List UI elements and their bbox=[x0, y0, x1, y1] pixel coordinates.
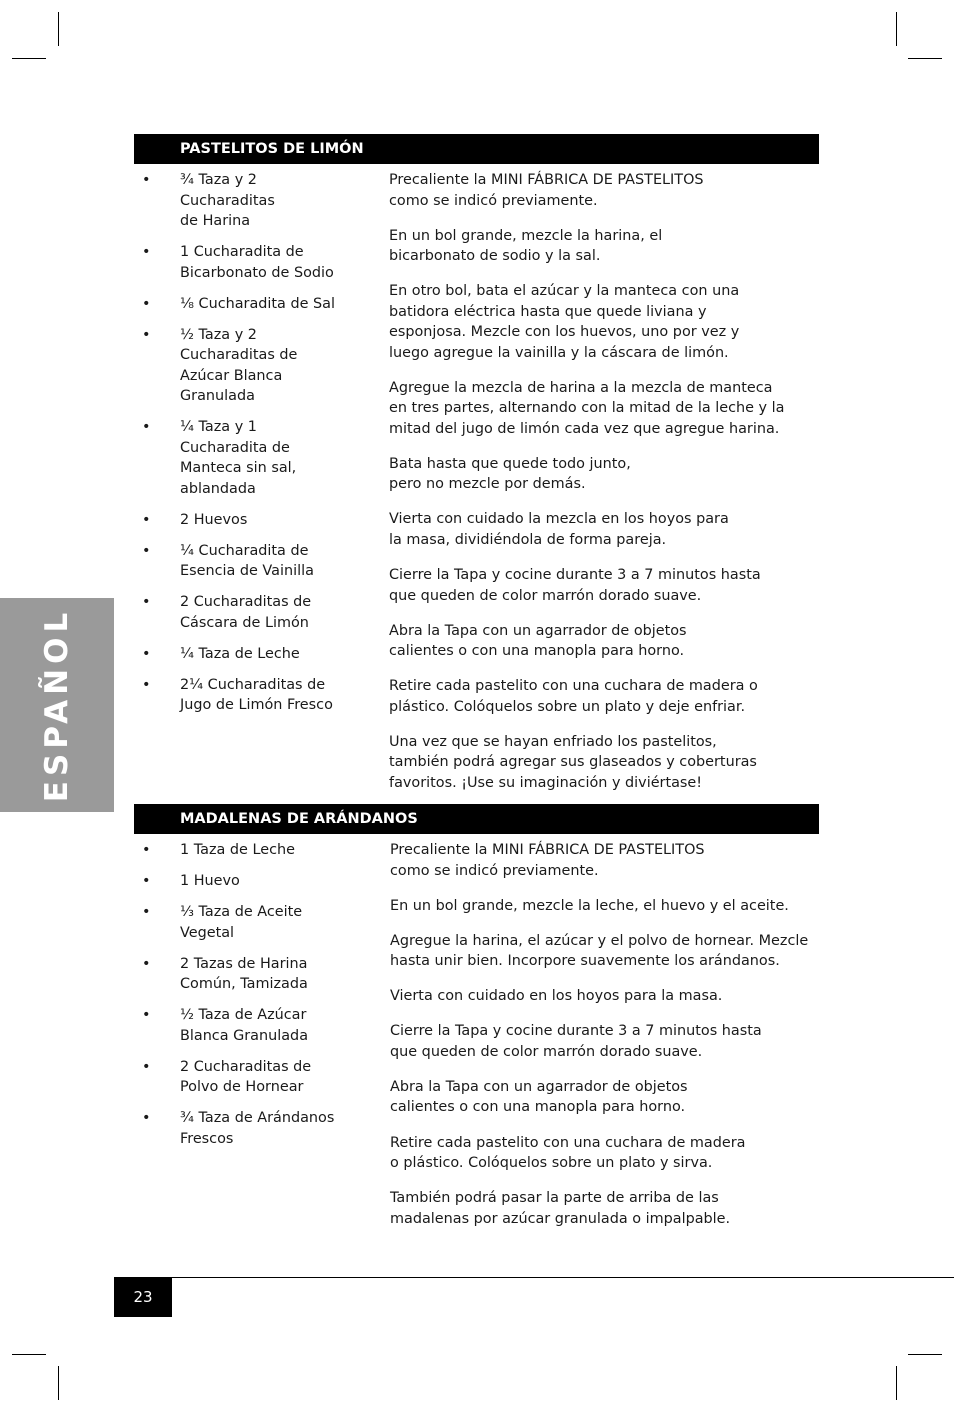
recipe-title-bar bbox=[134, 804, 819, 834]
language-label: ESPAÑOL bbox=[39, 607, 75, 803]
instruction-step: En un bol grande, mezcle la leche, el huevo y el aceite. bbox=[390, 897, 789, 914]
crop-mark bbox=[908, 58, 942, 59]
ingredient-item: • 2 Huevos bbox=[140, 510, 355, 531]
ingredient-item: • 1 Huevo bbox=[140, 871, 355, 892]
recipe-title: PASTELITOS DE LIMÓN bbox=[180, 141, 364, 157]
ingredient-item: • ¼ Taza y 1 Cucharadita de Manteca sin sal, ablandada bbox=[140, 417, 355, 499]
crop-mark bbox=[908, 1354, 942, 1355]
ingredient-item: • ¾ Taza y 2 Cucharaditas de Harina bbox=[140, 170, 355, 232]
instructions bbox=[390, 840, 810, 1244]
ingredient-item: • 2 Cucharaditas de Cáscara de Limón bbox=[140, 592, 355, 633]
language-side-tab bbox=[0, 598, 114, 812]
instruction-step: En un bol grande, mezcle la harina, el bicarbonato de sodio y la sal. bbox=[389, 227, 663, 265]
ingredient-list bbox=[140, 840, 355, 1160]
instruction-step: Vierta con cuidado la mezcla en los hoyos para la masa, dividiéndola de forma pareja. bbox=[389, 511, 729, 548]
instruction-step: Retire cada pastelito con una cuchara de madera o plástico. Colóquelos sobre un plato y sirva. bbox=[390, 1134, 746, 1172]
instruction-step: Precaliente la MINI FÁBRICA DE PASTELITOS como se indicó previamente. bbox=[389, 172, 704, 209]
instruction-step: Precaliente la MINI FÁBRICA DE PASTELITOS como se indicó previamente. bbox=[390, 842, 705, 879]
instruction-step: También podrá pasar la parte de arriba de las madalenas por azúcar granulada o impalpable. bbox=[390, 1190, 731, 1227]
recipe-title: MADALENAS DE ARÁNDANOS bbox=[180, 811, 418, 827]
ingredient-item: • ½ Taza y 2 Cucharaditas de Azúcar Blanca Granulada bbox=[140, 325, 355, 407]
instruction-step: Abra la Tapa con un agarrador de objetos calientes o con una manopla para horno. bbox=[390, 1078, 688, 1116]
ingredient-item: • 2 Tazas de Harina Común, Tamizada bbox=[140, 954, 355, 995]
ingredient-item: • ¾ Taza de Arándanos Frescos bbox=[140, 1108, 355, 1149]
instruction-step: Bata hasta que quede todo junto, pero no mezcle por demás. bbox=[389, 455, 631, 493]
ingredient-item: • 1 Taza de Leche bbox=[140, 840, 355, 861]
instruction-step: En otro bol, bata el azúcar y la manteca con una batidora eléctrica hasta que quede liviana y esponjosa. Mezcle con los huevos, uno por vez y luego agregue la vainilla y la cáscara de limón. bbox=[389, 283, 740, 361]
crop-mark bbox=[12, 1354, 46, 1355]
instructions bbox=[389, 170, 809, 808]
ingredient-item: • ½ Taza de Azúcar Blanca Granulada bbox=[140, 1005, 355, 1046]
instruction-step: Agregue la mezcla de harina a la mezcla de manteca en tres partes, alternando con la mitad de la leche y la mitad del jugo de limón cada vez que agregue harina. bbox=[389, 379, 785, 437]
crop-mark bbox=[896, 1366, 897, 1400]
instruction-step: Abra la Tapa con un agarrador de objetos calientes o con una manopla para horno. bbox=[389, 622, 687, 660]
page-number: 23 bbox=[114, 1277, 172, 1317]
crop-mark bbox=[58, 12, 59, 46]
instruction-step: Cierre la Tapa y cocine durante 3 a 7 minutos hasta que queden de color marrón dorado suave. bbox=[389, 567, 761, 604]
ingredient-item: • 2¼ Cucharaditas de Jugo de Limón Fresco bbox=[140, 675, 355, 716]
footer-rule bbox=[114, 1277, 954, 1278]
crop-mark bbox=[12, 58, 46, 59]
instruction-step: Retire cada pastelito con una cuchara de madera o plástico. Colóquelos sobre un plato y deje enfriar. bbox=[389, 678, 758, 715]
crop-mark bbox=[896, 12, 897, 46]
ingredient-list bbox=[140, 170, 355, 726]
instruction-step: Una vez que se hayan enfriado los pastelitos, también podrá agregar sus glaseados y coberturas favoritos. ¡Use su imaginación y diviértase! bbox=[389, 733, 757, 791]
ingredient-item: • ⅛ Cucharadita de Sal bbox=[140, 294, 355, 315]
ingredient-item: • ¼ Cucharadita de Esencia de Vainilla bbox=[140, 541, 355, 582]
ingredient-item: • 2 Cucharaditas de Polvo de Hornear bbox=[140, 1057, 355, 1098]
ingredient-item: • ¼ Taza de Leche bbox=[140, 644, 355, 665]
ingredient-item: • ⅓ Taza de Aceite Vegetal bbox=[140, 902, 355, 943]
instruction-step: Vierta con cuidado en los hoyos para la masa. bbox=[390, 988, 723, 1005]
ingredient-item: • 1 Cucharadita de Bicarbonato de Sodio bbox=[140, 242, 355, 283]
instruction-step: Cierre la Tapa y cocine durante 3 a 7 minutos hasta que queden de color marrón dorado suave. bbox=[390, 1023, 762, 1060]
crop-mark bbox=[58, 1366, 59, 1400]
recipe-title-bar bbox=[134, 134, 819, 164]
instruction-step: Agregue la harina, el azúcar y el polvo de hornear. Mezcle hasta unir bien. Incorpore suavemente los arándanos. bbox=[390, 932, 809, 970]
